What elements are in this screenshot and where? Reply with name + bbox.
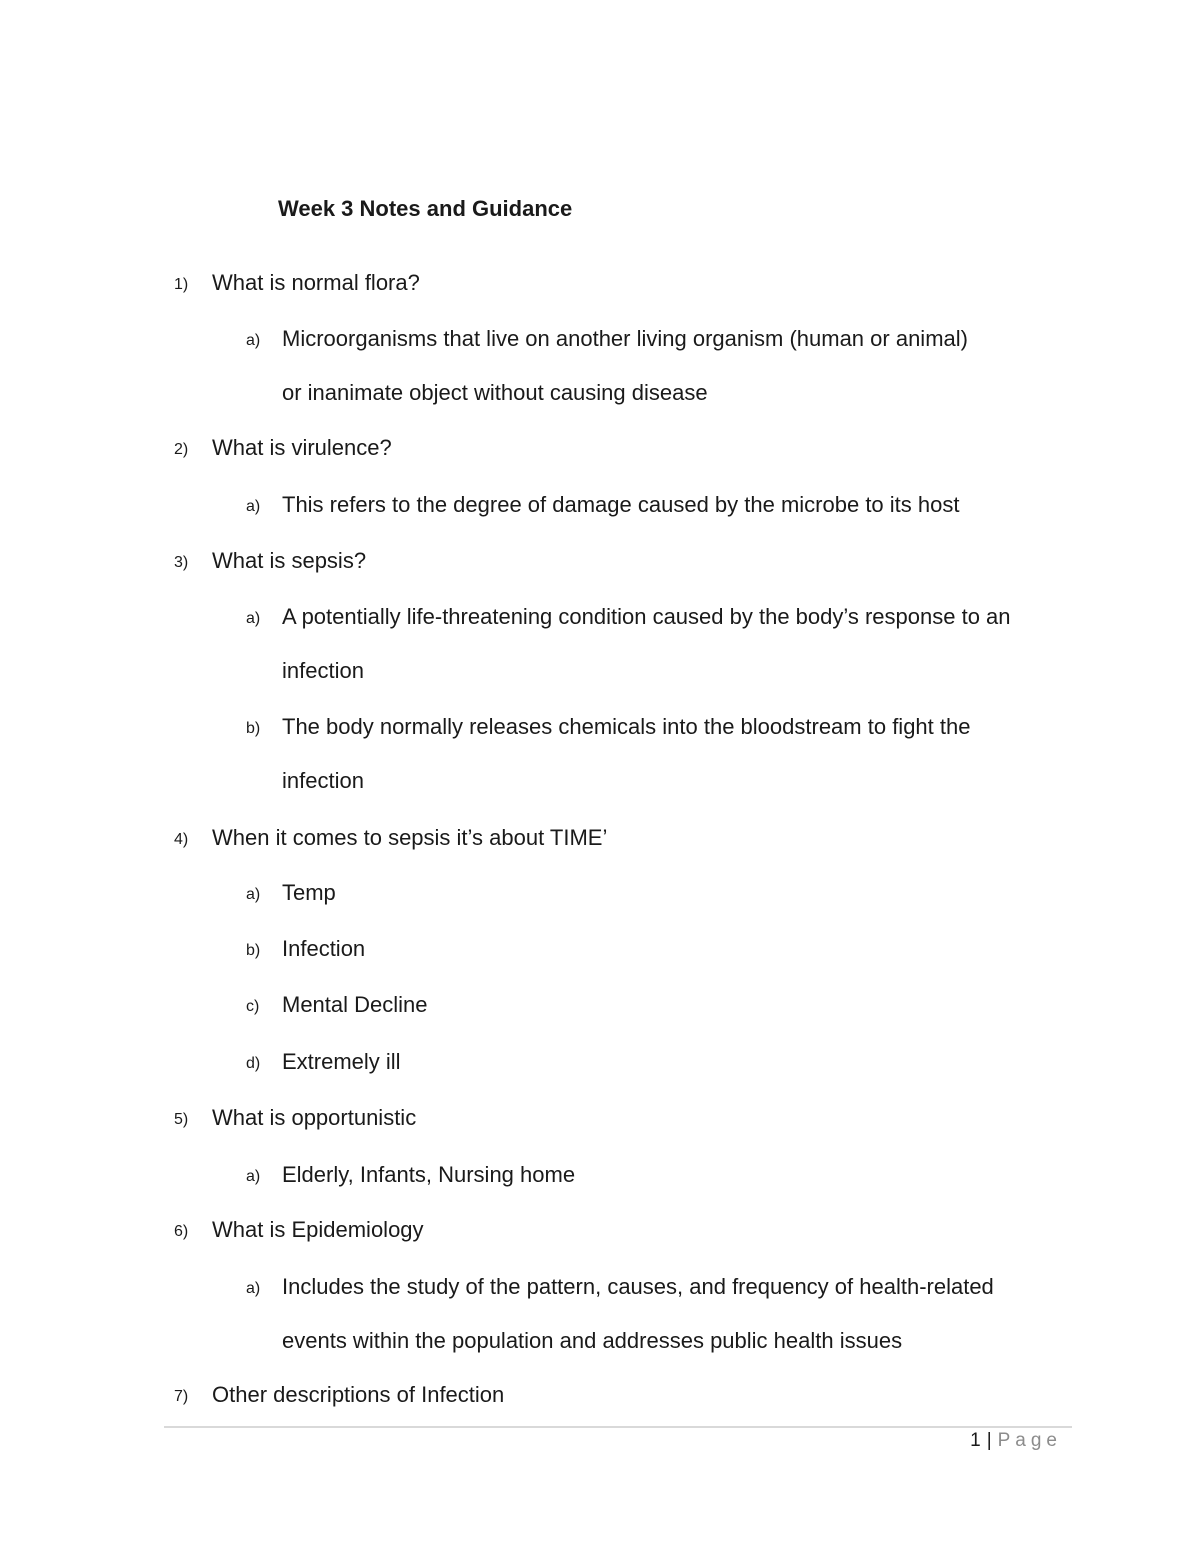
answer-marker: c) [246,998,260,1015]
page-label: Page [997,1430,1062,1451]
question-text: Other descriptions of Infection [212,1382,505,1407]
answer-line: A potentially life-threatening condition caused by the body’s response to an [282,604,1011,629]
question-number: 6) [174,1223,189,1240]
answer-marker: a) [246,886,261,903]
answer-line: Infection [282,936,366,961]
answer-line: Microorganisms that live on another living organism (human or animal) [282,326,968,351]
question-text: What is Epidemiology [212,1217,424,1242]
question-text: What is normal flora? [212,270,420,295]
footer-divider [164,1426,1072,1428]
answer-line: infection [282,658,364,683]
answer-line: or inanimate object without causing disease [282,380,708,405]
answer-marker: a) [246,498,261,515]
answer-line: The body normally releases chemicals into the bloodstream to fight the [282,714,971,739]
question-number: 4) [174,831,189,848]
answer-line: Temp [282,880,336,905]
answer-line: Mental Decline [282,992,428,1017]
footer-separator: | [986,1430,992,1451]
answer-marker: a) [246,1280,261,1297]
answer-line: This refers to the degree of damage caused by the microbe to its host [282,492,960,517]
document-title: Week 3 Notes and Guidance [278,196,573,221]
answer-line: events within the population and addresses public health issues [282,1328,903,1353]
question-text: What is opportunistic [212,1105,417,1130]
question-number: 3) [174,554,189,571]
answer-marker: a) [246,332,261,349]
question-number: 5) [174,1111,189,1128]
answer-line: Elderly, Infants, Nursing home [282,1162,576,1187]
answer-marker: d) [246,1055,261,1072]
answer-marker: a) [246,1168,261,1185]
question-text: What is sepsis? [212,548,367,573]
question-number: 2) [174,441,189,458]
answer-line: infection [282,768,364,793]
question-text: When it comes to sepsis it’s about TIME’ [212,825,608,850]
answer-marker: a) [246,610,261,627]
answer-line: Includes the study of the pattern, causes, and frequency of health-related [282,1274,994,1299]
page-footer [970,1430,1062,1452]
question-text: What is virulence? [212,435,392,460]
answer-line: Extremely ill [282,1049,401,1074]
question-number: 1) [174,276,189,293]
question-number: 7) [174,1388,189,1405]
answer-marker: b) [246,720,261,737]
answer-marker: b) [246,942,261,959]
page-number: 1 [970,1430,981,1451]
